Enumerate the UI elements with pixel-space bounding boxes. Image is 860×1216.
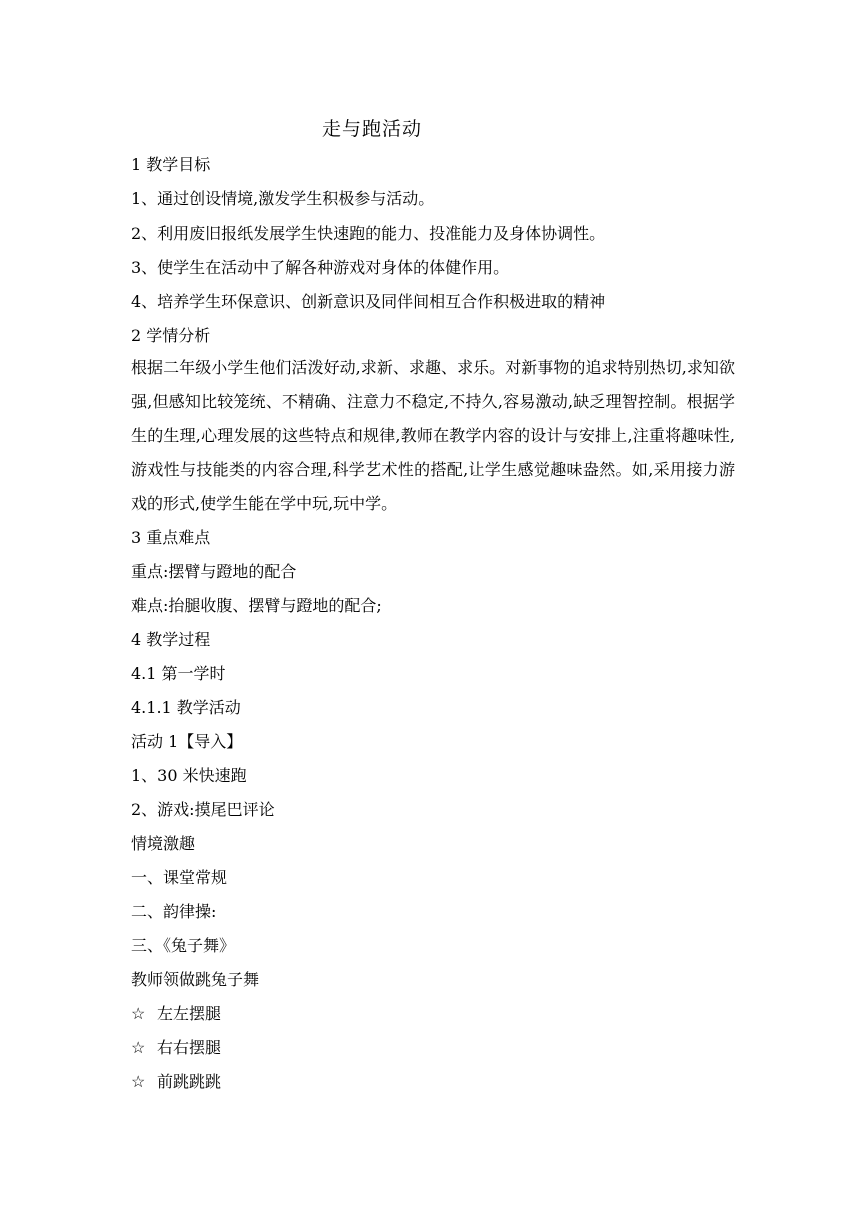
key-point-text: 重点:摆臂与蹬地的配合 (131, 562, 297, 581)
activity-item-1: 1、30 米快速跑 (131, 766, 247, 785)
star-icon: ☆ (131, 1004, 146, 1023)
analysis-paragraph: 根据二年级小学生他们活泼好动,求新、求趣、求乐。对新事物的追求特别热切,求知欲强,但感知比较笼统、不精确、注意力不稳定,不持久,容易激动,缺乏理智控制。根据学生的生理,心理发展的这些特点和规律,教师在教学内容的设计与安排上,注重将趣味性,游戏性与技能类的内容合理,科学艺术性的搭配,让学生感觉趣味盎然。如,采用接力游戏的形式,使学生能在学中玩,玩中学。 (131, 358, 735, 513)
star-item-label: 前跳跳跳 (157, 1072, 222, 1091)
document-title: 走与跑活动 (322, 118, 423, 140)
difficulty-text: 难点:抬腿收腹、摆臂与蹬地的配合; (131, 596, 382, 615)
activity-item-4: 一、课堂常规 (131, 868, 228, 887)
objective-item-3: 3、使学生在活动中了解各种游戏对身体的体健作用。 (131, 258, 510, 277)
activity-item-6: 三、《兔子舞》 (131, 936, 236, 955)
star-item-label: 左左摆腿 (157, 1004, 222, 1023)
star-icon: ☆ (131, 1072, 146, 1091)
subsection-first-lesson: 4.1 第一学时 (131, 664, 226, 683)
objective-item-2: 2、利用废旧报纸发展学生快速跑的能力、投准能力及身体协调性。 (131, 224, 606, 243)
star-icon: ☆ (131, 1038, 146, 1057)
section-heading-analysis: 2 学情分析 (131, 326, 211, 345)
star-item-1 (131, 1004, 221, 1024)
objective-item-4: 4、培养学生环保意识、创新意识及同伴间相互合作积极进取的精神 (131, 292, 606, 311)
section-heading-objectives: 1 教学目标 (131, 155, 211, 174)
activity-item-3: 情境激趣 (131, 834, 196, 853)
activity-1-heading: 活动 1【导入】 (131, 732, 243, 751)
star-item-3 (131, 1072, 221, 1092)
subsection-teaching-activity: 4.1.1 教学活动 (131, 698, 241, 717)
section-heading-process: 4 教学过程 (131, 630, 211, 649)
activity-item-2: 2、游戏:摸尾巴评论 (131, 800, 275, 819)
star-item-2 (131, 1038, 221, 1058)
activity-item-7: 教师领做跳兔子舞 (131, 970, 260, 989)
section-heading-key-points: 3 重点难点 (131, 528, 211, 547)
star-item-label: 右右摆腿 (157, 1038, 222, 1057)
objective-item-1: 1、通过创设情境,激发学生积极参与活动。 (131, 189, 435, 208)
activity-item-5: 二、韵律操: (131, 902, 217, 921)
